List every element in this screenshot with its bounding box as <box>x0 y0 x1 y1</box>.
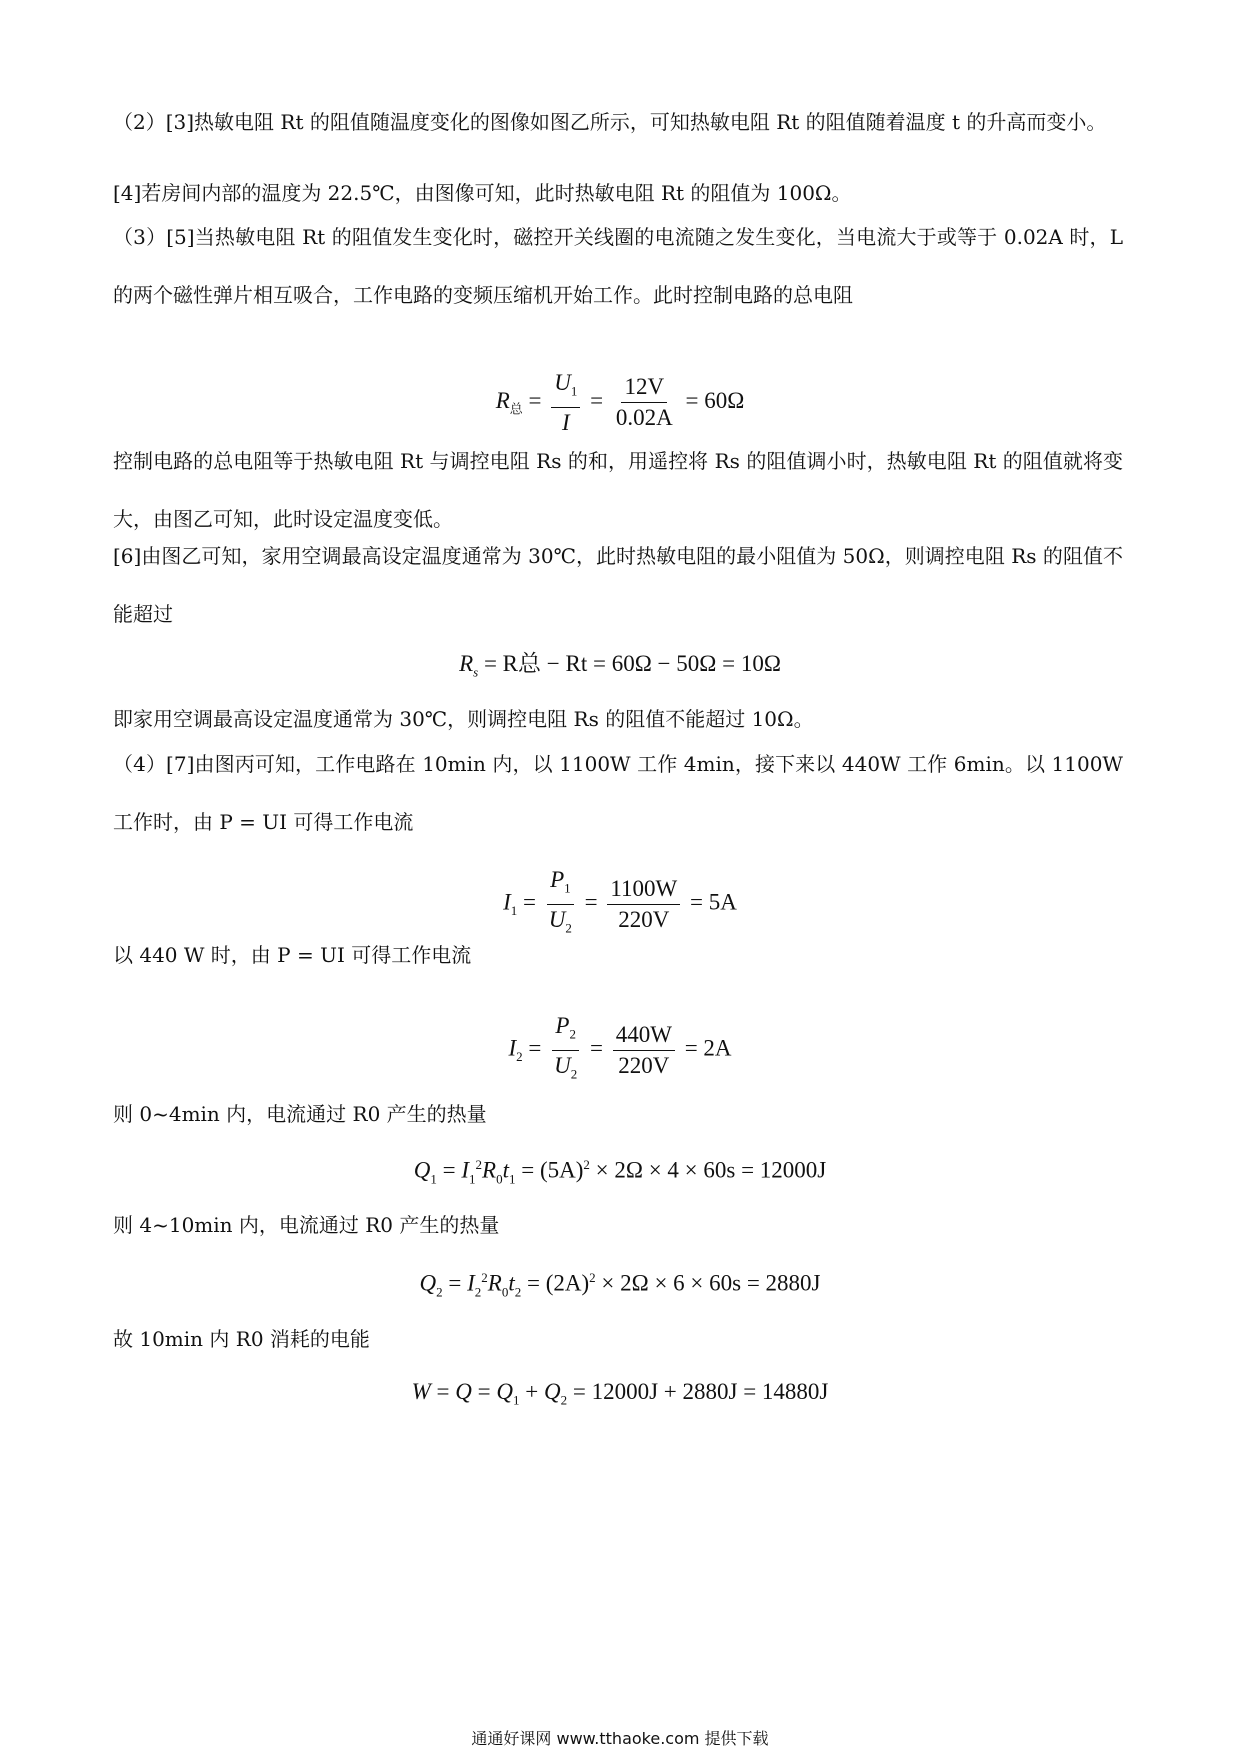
paragraph-control-circuit: （3）[5]当热敏电阻 Rt 的阻值发生变化时，磁控开关线圈的电流随之发生变化，当电流大于或等于 0.02A 时，L 的两个磁性弹片相互吸合，工作电路的变频压缩机开始工作。此时控制电路的总电阻 <box>113 225 1123 307</box>
paragraph-thermistor-trend: （2）[3]热敏电阻 Rt 的阻值随温度变化的图像如图乙所示，可知热敏电阻 Rt 的阻值随着温度 t 的升高而变小。 <box>113 110 1107 134</box>
paragraph-total-resistance-sum: 控制电路的总电阻等于热敏电阻 Rt 与调控电阻 Rs 的和，用遥控将 Rs 的阻值调小时，热敏电阻 Rt 的阻值就将变大，由图乙可知，此时设定温度变低。 <box>113 449 1123 531</box>
equation-heat-q2: $Q_2 = I_2^2R_0t_2 = (2A)^2 \times 2\Omega \times 6 \times 60s = 2880J$ <box>419 1270 821 1300</box>
equation-total-resistance: $R_总$ = $\frac{U_1}{I}$ = $\frac{12V}{0.02A}$ = 60Ω <box>495 370 745 435</box>
equation-heat-q1: $Q_1 = I_1^2R_0t_1 = (5A)^2 \times 2\Omega \times 4 \times 60s = 12000J$ <box>413 1157 827 1187</box>
paragraph-energy: 故 10min 内 R0 消耗的电能 <box>113 1327 370 1351</box>
paragraph-room-temperature: [4]若房间内部的温度为 22.5℃，由图像可知，此时热敏电阻 Rt 的阻值为 100Ω。 <box>113 181 852 205</box>
equation-rs: $R_s = R$总 − Rt = 60Ω − 50Ω = 10Ω <box>459 651 781 680</box>
footer-source: 通通好课网 www.tthaoke.com 提供下载 <box>471 1729 769 1748</box>
paragraph-max-temperature: [6]由图乙可知，家用空调最高设定温度通常为 30℃，此时热敏电阻的最小阻值为 50Ω，则调控电阻 Rs 的阻值不能超过 <box>113 544 1123 626</box>
paragraph-440w: 以 440 W 时，由 P = UI 可得工作电流 <box>113 943 472 967</box>
paragraph-heat-0-4: 则 0~4min 内，电流通过 R0 产生的热量 <box>113 1102 487 1126</box>
paragraph-rs-limit: 即家用空调最高设定温度通常为 30℃，则调控电阻 Rs 的阻值不能超过 10Ω。 <box>113 707 814 731</box>
paragraph-heat-4-10: 则 4~10min 内，电流通过 R0 产生的热量 <box>113 1213 500 1237</box>
equation-current-i2: $I_2$ = $\frac{P_2}{U_2}$ = $\frac{440W}{220V}$ = 2A <box>508 1013 732 1082</box>
paragraph-work-circuit: （4）[7]由图丙可知，工作电路在 10min 内，以 1100W 工作 4min，接下来以 440W 工作 6min。以 1100W 工作时，由 P = UI 可得工作电流 <box>113 752 1123 834</box>
equation-current-i1: $I_1$ = $\frac{P_1}{U_2}$ = $\frac{1100W}{220V}$ = 5A <box>503 867 737 936</box>
equation-energy-w: $W = Q = Q_1 + Q_2 = 12000J + 2880J = 14880J$ <box>411 1379 829 1408</box>
